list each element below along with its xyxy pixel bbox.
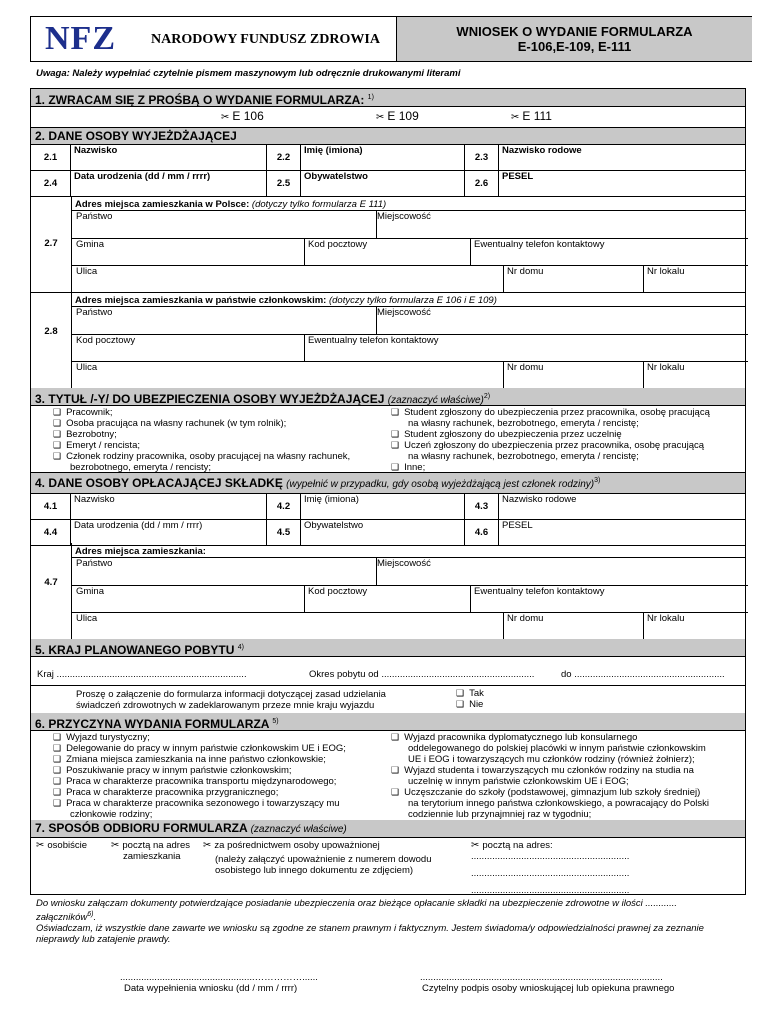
address-pl-block <box>30 196 746 293</box>
payer-birth-date-field[interactable]: Data urodzenia (dd / mm / rrrr) <box>71 520 267 546</box>
checkbox-transport-worker[interactable]: ❑ Praca w charakterze pracownika transportu międzynarodowego; <box>53 776 346 787</box>
payer-surname-field[interactable]: Nazwisko <box>71 494 267 520</box>
field-number: 4.4 <box>31 520 71 546</box>
address-member-note: (dotyczy tylko formularza E 106 i E 109) <box>328 295 497 306</box>
checkbox-diplomat[interactable]: ❑ Wyjazd pracownika dyplomatycznego lub konsularnego <box>391 732 709 743</box>
postal-code-field[interactable]: Kod pocztowy <box>72 334 305 361</box>
maiden-name-field[interactable]: Nazwisko rodowe <box>499 145 746 171</box>
field-number: 4.5 <box>267 520 301 546</box>
checkbox-other[interactable]: ❑ Inne; <box>391 462 710 473</box>
section-6 <box>30 713 746 821</box>
note: Uwaga: Należy wypełniać czytelnie pismem maszynowym lub odręcznie drukowanymi literami <box>36 68 461 79</box>
payer-address-label: Adres miejsca zamieszkania: <box>75 546 206 557</box>
family-member-cont: bezrobotnego, emeryta / rencisty; <box>70 462 211 473</box>
info-request-options <box>456 688 484 710</box>
field-number: 2.7 <box>31 196 72 292</box>
section-4 <box>30 472 745 546</box>
postal-code-field[interactable]: Kod pocztowy <box>305 238 471 265</box>
checkbox-student-university[interactable]: ❑ Student zgłoszony do ubezpieczenia przez uczelnię <box>391 429 710 440</box>
checkbox-yes[interactable]: ❑ Tak <box>456 688 484 699</box>
form-title: WNIOSEK O WYDANIE FORMULARZA <box>456 24 693 39</box>
house-number-field[interactable]: Nr domu <box>504 265 644 293</box>
checkbox-pupil-cont: na własny rachunek, bezrobotnego, emeryta / rencistę; <box>408 451 639 462</box>
checkbox-no[interactable]: ❑ Nie <box>456 699 484 710</box>
surname-field[interactable]: Nazwisko <box>71 145 267 171</box>
first-name-field[interactable]: Imię (imiona) <box>301 145 465 171</box>
section-3 <box>30 388 746 473</box>
phone-field[interactable]: Ewentualny telefon kontaktowy <box>305 334 748 361</box>
street-field[interactable]: Ulica <box>72 265 504 293</box>
checkbox-frontier-worker[interactable]: ❑ Praca w charakterze pracownika przygranicznego; <box>53 787 346 798</box>
address-member-block <box>30 292 746 389</box>
payer-first-name-field[interactable]: Imię (imiona) <box>301 494 465 520</box>
checkbox-employee[interactable]: ❑ Pracownik; <box>53 407 350 418</box>
street-field[interactable]: Ulica <box>72 361 504 389</box>
checkbox-relocation[interactable]: ❑ Zmiana miejsca zamieszkania na inne państwo członkowskie; <box>53 754 346 765</box>
declaration: Oświadczam, iż wszystkie dane zawarte we wniosku są zgodne ze stanem prawnym i faktycznym. Jestem świadoma/y odpowiedzialności prawnej za zeznanie nieprawdy lub zatajenie prawdy. <box>36 923 704 945</box>
commune-field[interactable]: Gmina <box>72 238 305 265</box>
checkbox-pensioner[interactable]: ❑ Emeryt / rencista; <box>53 440 350 451</box>
city-field[interactable]: Miejscowość <box>377 210 745 238</box>
field-number: 4.6 <box>465 520 499 546</box>
checkbox-student-abroad[interactable]: ❑ Wyjazd studenta i towarzyszących mu członków rodziny na studia na <box>391 765 709 776</box>
street-field[interactable]: Ulica <box>72 612 504 640</box>
checkbox-student-family[interactable]: ❑ Student zgłoszony do ubezpieczenia przez pracownika, osobę pracującą <box>391 407 710 418</box>
section-1 <box>30 88 746 128</box>
option-post-address[interactable]: ✂ pocztą na adres: ............................................................ ............................................................ ............................................................ <box>471 840 630 896</box>
field-number: 4.3 <box>465 494 499 520</box>
field-number: 4.7 <box>31 543 72 639</box>
field-number: 2.4 <box>31 171 71 197</box>
section-5 <box>30 639 746 714</box>
student-abroad-cont: uczelnię w innym państwie członkowskim UE i EOG; <box>408 776 629 787</box>
nfz-logo-text: NFZ <box>45 20 116 57</box>
section-7 <box>30 820 746 895</box>
field-number: 2.2 <box>267 145 301 171</box>
scissors-icon: ✂ <box>111 840 120 851</box>
field-number: 2.3 <box>465 145 499 171</box>
scissors-icon: ✂ <box>471 840 480 851</box>
section-2 <box>30 127 745 197</box>
checkbox-school[interactable]: ❑ Uczęszczanie do szkoły (podstawowej, gimnazjum lub szkoły średniej) <box>391 787 709 798</box>
checkbox-job-search[interactable]: ❑ Poszukiwanie pracy w innym państwie członkowskim; <box>53 765 346 776</box>
payer-maiden-name-field[interactable]: Nazwisko rodowe <box>499 494 746 520</box>
checkbox-posting[interactable]: ❑ Delegowanie do pracy w innym państwie członkowskim UE i EOG; <box>53 743 346 754</box>
divider <box>31 685 745 686</box>
school-cont: na terytorium innego państwa członkowskiego, a powracający do Polski <box>408 798 709 809</box>
field-number: 4.1 <box>31 494 71 520</box>
option-post-home[interactable]: ✂ pocztą na adres zamieszkania <box>111 840 190 862</box>
option-e111[interactable]: ✂ E 111 <box>511 109 552 123</box>
apartment-number-field[interactable]: Nr lokalu <box>644 612 748 640</box>
header-box <box>30 16 752 62</box>
scissors-icon: ✂ <box>36 840 45 851</box>
header-title-box <box>396 17 752 61</box>
stay-from-input[interactable]: Okres pobytu od .......................................................... <box>309 669 535 680</box>
seasonal-worker-cont: członkowie rodziny; <box>70 809 153 820</box>
scissors-icon: ✂ <box>376 112 385 123</box>
section-3-title: 3. TYTUŁ /-Y/ DO UBEZPIECZENIA OSOBY WYJEŻDŻAJĄCEJ (zaznaczyć właściwe)$^{2)}$ <box>31 388 745 406</box>
country-field[interactable]: Państwo <box>72 557 377 585</box>
commune-field[interactable]: Gmina <box>72 585 305 612</box>
address-pl-note: (dotyczy tylko formularza E 111) <box>251 199 387 210</box>
checkbox-self-employed[interactable]: ❑ Osoba pracująca na własny rachunek (w tym rolnik); <box>53 418 350 429</box>
section-2-title: 2. DANE OSOBY WYJEŻDŻAJĄCEJ <box>31 128 746 145</box>
logo <box>45 21 135 57</box>
stay-to-input[interactable]: do ......................................................... <box>561 669 725 680</box>
address-line[interactable]: ............................................................ <box>471 851 630 862</box>
date-signature-line[interactable]: ...................................................……………...... <box>120 972 318 983</box>
field-number: 2.5 <box>267 171 301 197</box>
section-7-title: 7. SPOSÓB ODBIORU FORMULARZA (zaznaczyć właściwe) <box>31 820 745 838</box>
citizenship-field[interactable]: Obywatelstwo <box>301 171 465 197</box>
section-6-title: 6. PRZYCZYNA WYDANIA FORMULARZA $^{5)}$ <box>31 713 745 731</box>
option-authorized-person[interactable]: ✂ za pośrednictwem osoby upoważnionej (należy załączyć upoważnienie z numerem dowodu osobistego lub innego dokumentu ze zdjęciem) <box>203 840 432 876</box>
checkbox-tourism[interactable]: ❑ Wyjazd turystyczny; <box>53 732 346 743</box>
info-request-text: Proszę o załączenie do formularza informacji dotyczącej zasad udzielania świadczeń zdrowotnych w zadeklarowanym przeze mnie kraju wyjazdu <box>76 689 386 711</box>
payer-pesel-field[interactable]: PESEL <box>499 520 746 546</box>
option-in-person[interactable]: ✂ osobiście <box>36 840 87 851</box>
address-line[interactable]: ............................................................ <box>471 885 630 896</box>
signature-line[interactable]: ............................................................................................ <box>420 972 663 983</box>
field-number: 2.6 <box>465 171 499 197</box>
checkbox-student-family-cont: na własny rachunek, bezrobotnego, emeryta / rencistę; <box>408 418 639 429</box>
form-title-codes: E-106,E-109, E-111 <box>517 39 632 54</box>
section-5-title: 5. KRAJ PLANOWANEGO POBYTU $^{4)}$ <box>31 639 745 657</box>
checkbox-family-member[interactable]: ❑ Członek rodziny pracownika, osoby pracującej na własny rachunek, <box>53 451 350 462</box>
date-label: Data wypełnienia wniosku (dd / mm / rrrr) <box>124 983 298 994</box>
diplomat-cont-2: UE i EOG i towarzyszących mu członków rodziny (również żołnierz); <box>408 754 695 765</box>
signature-label: Czytelny podpis osoby wnioskującej lub opiekuna prawnego <box>422 983 675 994</box>
checkbox-pupil[interactable]: ❑ Uczeń zgłoszony do ubezpieczenia przez pracownika, osobę pracującą <box>391 440 710 451</box>
field-number: 2.8 <box>31 292 72 388</box>
scissors-icon: ✂ <box>511 112 520 123</box>
insurance-left-list <box>53 407 350 473</box>
checkbox-seasonal-worker[interactable]: ❑ Praca w charakterze pracownika sezonowego i towarzyszący mu <box>53 798 346 809</box>
option-e109[interactable]: ✂ E 109 <box>376 109 419 123</box>
postal-code-field[interactable]: Kod pocztowy <box>305 585 471 612</box>
section-4-title: 4. DANE OSOBY OPŁACAJĄCEJ SKŁADKĘ (wypełnić w przypadku, gdy osobą wyjeżdżającą jest członek rodziny)$^{3)}$ <box>31 473 746 494</box>
reason-right-list <box>391 732 709 820</box>
field-number: 4.2 <box>267 494 301 520</box>
insurance-right-list <box>391 407 710 473</box>
pesel-field[interactable]: PESEL <box>499 171 746 197</box>
diplomat-cont: oddelegowanego do polskiej placówki w innym państwie członkowskim <box>408 743 706 754</box>
apartment-number-field[interactable]: Nr lokalu <box>644 361 748 389</box>
house-number-field[interactable]: Nr domu <box>504 612 644 640</box>
address-line[interactable]: ............................................................ <box>471 868 630 879</box>
address-member-label: Adres miejsca zamieszkania w państwie członkowskim: <box>75 295 327 306</box>
address-pl-label: Adres miejsca zamieszkania w Polsce: <box>75 199 250 210</box>
city-field[interactable]: Miejscowość <box>377 557 745 585</box>
field-number: 2.1 <box>31 145 71 171</box>
org-name: NARODOWY FUNDUSZ ZDROWIA <box>151 32 380 47</box>
country-input[interactable]: Kraj ........................................................................ <box>37 669 247 680</box>
option-e106[interactable]: ✂ E 106 <box>221 109 264 123</box>
payer-citizenship-field[interactable]: Obywatelstwo <box>301 520 465 546</box>
payer-address-block <box>30 543 746 640</box>
school-cont-2: codziennie lub przynajmniej raz w tygodniu; <box>408 809 592 820</box>
checkbox-unemployed[interactable]: ❑ Bezrobotny; <box>53 429 350 440</box>
birth-date-field[interactable]: Data urodzenia (dd / mm / rrrr) <box>71 171 267 197</box>
country-field[interactable]: Państwo <box>72 210 377 238</box>
phone-field[interactable]: Ewentualny telefon kontaktowy <box>471 238 748 265</box>
city-field[interactable]: Miejscowość <box>377 306 745 334</box>
section-1-title: 1. ZWRACAM SIĘ Z PROŚBĄ O WYDANIE FORMULARZA: $^{1)}$ <box>31 89 745 107</box>
scissors-icon: ✂ <box>203 840 212 851</box>
phone-field[interactable]: Ewentualny telefon kontaktowy <box>471 585 748 612</box>
country-field[interactable]: Państwo <box>72 306 377 334</box>
scissors-icon: ✂ <box>221 112 230 123</box>
apartment-number-field[interactable]: Nr lokalu <box>644 265 748 293</box>
attachments-statement: Do wniosku załączam dokumenty potwierdzające posiadanie ubezpieczenia oraz bieżące opłacanie składki na ubezpieczenie zdrowotne w ilości ............ załączników$^{6)}$. <box>36 898 678 924</box>
house-number-field[interactable]: Nr domu <box>504 361 644 389</box>
reason-left-list <box>53 732 346 820</box>
